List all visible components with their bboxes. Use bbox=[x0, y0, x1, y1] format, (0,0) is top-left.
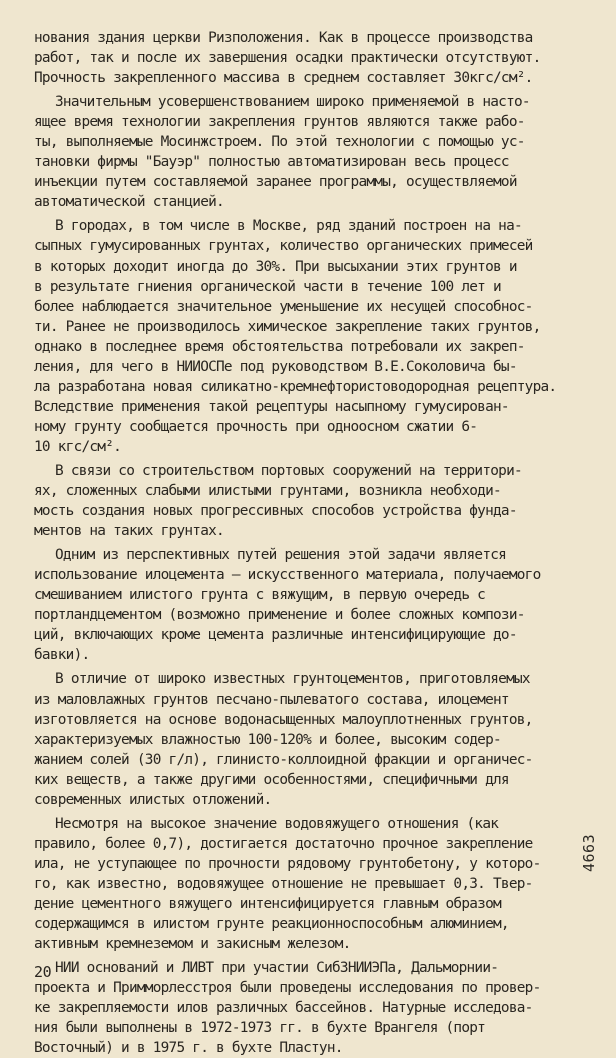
text-line: ления, для чего в НИИОСПе под руководством В.Е.Соколовича бы- bbox=[34, 358, 517, 375]
text-line: тановки фирмы "Бауэр" полностью автоматизирован весь процесс bbox=[34, 154, 509, 171]
text-line: активным кремнеземом и закисным железом. bbox=[34, 936, 351, 953]
text-line: сыпных гумусированных грунтах, количество органических примесей bbox=[34, 238, 533, 255]
text-line: работ, так и после их завершения осадки практически отсутствуют. bbox=[34, 50, 541, 67]
page-number: 20 bbox=[34, 963, 52, 981]
text-line: однако в последнее время обстоятельства потребовали их закреп- bbox=[34, 338, 525, 355]
text-line: изготовляется на основе водонасыщенных малоуплотненных грунтов, bbox=[34, 711, 533, 728]
text-line: жанием солей (30 г/л), глинисто-коллоидной фракции и органичес- bbox=[34, 751, 533, 768]
text-line: использование илоцемента – искусственного материала, получаемого bbox=[34, 567, 541, 584]
text-line: ила, не уступающее по прочности рядовому грунтобетону, у которо- bbox=[34, 855, 541, 872]
text-line: портландцементом (возможно применение и более сложных компози- bbox=[34, 607, 525, 624]
text-line: правило, более 0,7), достигается достаточно прочное закрепление bbox=[34, 835, 533, 852]
paragraph-start-line: Одним из перспективных путей решения этой задачи является bbox=[55, 547, 507, 564]
text-line: из маловлажных грунтов песчано-пылеватого состава, илоцемент bbox=[34, 691, 509, 708]
text-line: Восточный) и в 1975 г. в бухте Пластун. bbox=[34, 1040, 343, 1057]
text-line: мость создания новых прогрессивных способов устройства фунда- bbox=[34, 503, 517, 520]
text-line: ке закрепляемости илов различных бассейнов. Натурные исследова- bbox=[34, 1000, 533, 1017]
text-line: характеризуемых влажностью 100-120% и более, высоким содер- bbox=[34, 731, 501, 748]
text-line: в результате гниения органической части в течение 100 лет и bbox=[34, 278, 501, 295]
text-line: ному грунту сообщается прочность при одноосном сжатии 6- bbox=[34, 418, 478, 435]
text-line: дение цементного вяжущего интенсифицируется главным образом bbox=[34, 895, 501, 912]
text-line: в которых доходит иногда до 30%. При высыхании этих грунтов и bbox=[34, 258, 517, 275]
text-line: смешиванием илистого грунта с вяжущим, в первую очередь с bbox=[34, 587, 486, 604]
paragraph-start-line: Несмотря на высокое значение водовяжущего отношения (как bbox=[55, 815, 499, 832]
archive-number: 4663 bbox=[580, 833, 598, 872]
text-line: ких веществ, а также другими особенностями, специфичными для bbox=[34, 771, 509, 788]
text-line: ящее время технологии закрепления грунтов являются также рабо- bbox=[34, 114, 525, 131]
paragraph-start-line: Значительным усовершенствованием широко применяемой в насто- bbox=[55, 94, 530, 111]
text-line: автоматической станцией. bbox=[34, 194, 224, 211]
text-line: проекта и Примморлесстроя были проведены исследования по провер- bbox=[34, 980, 541, 997]
text-line: нования здания церкви Ризположения. Как в процессе производства bbox=[34, 30, 533, 46]
text-line: ментов на таких грунтах. bbox=[34, 523, 224, 540]
text-line: ты, выполняемые Мосинжстроем. По этой технологии с помощью ус- bbox=[34, 134, 525, 151]
text-line: бавки). bbox=[34, 647, 90, 664]
text-line: ния были выполнены в 1972-1973 гг. в бухте Врангеля (порт bbox=[34, 1020, 486, 1037]
text-line: ях, сложенных слабыми илистыми грунтами, возникла необходи- bbox=[34, 483, 501, 500]
text-line: более наблюдается значительное уменьшение их несущей способнос- bbox=[34, 298, 533, 315]
paragraph-start-line: В отличие от широко известных грунтоцементов, приготовляемых bbox=[55, 671, 530, 688]
text-line: ций, включающих кроме цемента различные интенсифицирующие до- bbox=[34, 627, 517, 644]
text-line: 10 кгс/см². bbox=[34, 438, 122, 455]
document-body bbox=[34, 28, 580, 1058]
text-line: ти. Ранее не производилось химическое закрепление таких грунтов, bbox=[34, 318, 541, 335]
text-line: современных илистых отложений. bbox=[34, 791, 272, 808]
text-line: ла разработана новая силикатно-кремнефтористоводородная рецептура. bbox=[34, 378, 557, 395]
paragraph-start-line: В связи со строительством портовых сооружений на территори- bbox=[55, 462, 522, 479]
text-line: Прочность закрепленного массива в среднем составляет 30кгс/см². bbox=[34, 70, 533, 87]
text-line: Вследствие применения такой рецептуры насыпному гумусирован- bbox=[34, 398, 509, 415]
paragraph-start-line: НИИ оснований и ЛИВТ при участии СибЗНИИЭПа, Дальморнии- bbox=[55, 960, 499, 977]
text-line: го, как известно, водовяжущее отношение не превышает 0,3. Твер- bbox=[34, 875, 533, 892]
paragraph-start-line: В городах, в том числе в Москве, ряд зданий построен на на- bbox=[55, 218, 522, 235]
text-line: содержащимся в илистом грунте реакционноспособным алюминием, bbox=[34, 916, 509, 933]
text-line: инъекции путем составляемой заранее программы, осуществляемой bbox=[34, 174, 517, 191]
